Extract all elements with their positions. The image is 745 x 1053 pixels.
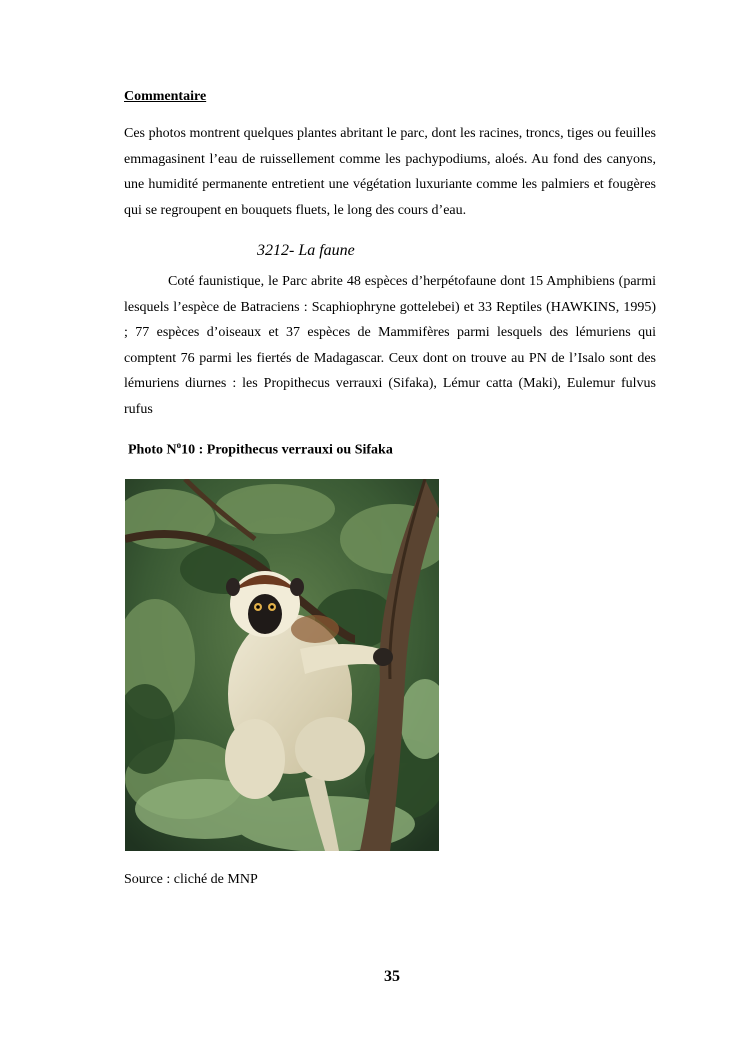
photo-caption-superscript: o [176, 440, 182, 450]
section-heading: Commentaire [124, 89, 207, 104]
photo-caption-prefix: Photo N [128, 442, 177, 458]
sifaka-illustration [125, 479, 439, 851]
photo-source: Source : cliché de MNP [124, 872, 258, 887]
subsection-heading: 3212- La faune [257, 242, 355, 259]
paragraph-fauna: Coté faunistique, le Parc abrite 48 espèces d’herpétofaune dont 15 Amphibiens (parmi lesquels l’espèce de Batraciens : Scaphiophryne gottelebei) et 33 Reptiles (HAWKINS, 1995) ; 77 espèces d’oiseaux et 37 espèces de Mammifères parmi lesquels des lémuriens qui comptent 76 parmi les fiertés de Madagascar. Ceux dont on trouve au PN de l’Isalo sont des lémuriens diurnes : les Propithecus verrauxi (Sifaka), Lémur catta (Maki), Eulemur fulvus rufus [124, 274, 656, 417]
paragraph-plants: Ces photos montrent quelques plantes abritant le parc, dont les racines, troncs, tiges ou feuilles emmagasinent l’eau de ruissellement comme les pachypodiums, aloés. Au fond des canyons, une humidité permanente entretient une végétation luxuriante comme les palmiers et fougères qui se regroupent en bouquets fluets, le long des cours d’eau. [124, 126, 656, 218]
photo-caption [128, 440, 393, 459]
page-number: 35 [384, 968, 400, 985]
sifaka-photo [125, 479, 439, 851]
photo-caption-suffix: 10 : Propithecus verrauxi ou Sifaka [181, 442, 393, 458]
